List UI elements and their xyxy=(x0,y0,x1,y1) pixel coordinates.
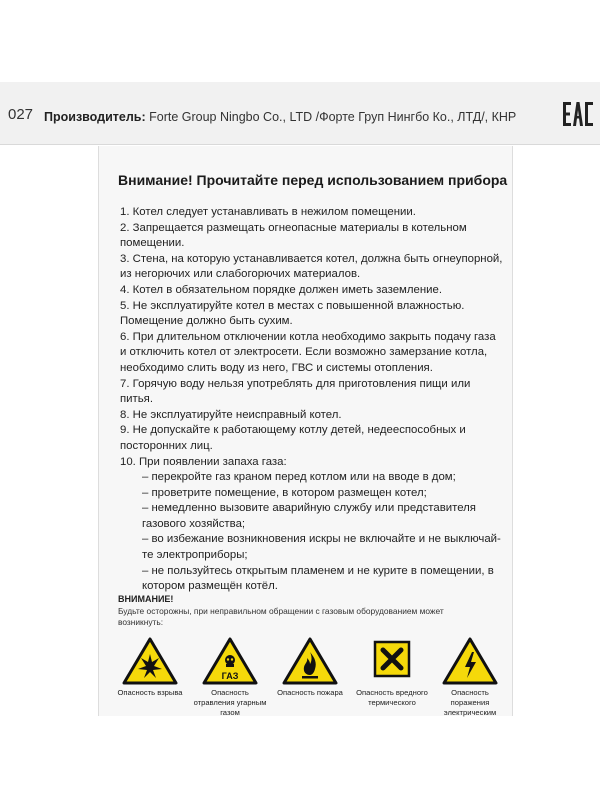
hazard-signs-row xyxy=(112,636,512,726)
harmful-sign-icon xyxy=(363,636,421,686)
sign-label-explosion: Опасность взрыва xyxy=(117,688,183,697)
rule-line: 4. Котел в обязательном порядке должен иметь заземление. xyxy=(120,283,443,296)
manufacturer-value: Forte Group Ningbo Co., LTD /Форте Груп Нингбо Ко., ЛТД/, КНР xyxy=(149,110,517,124)
rule-subitem: котором размещён котёл. xyxy=(142,580,278,593)
rule-subitem: – во избежание возникновения искры не включайте и не выключай- xyxy=(142,533,501,546)
sign-electric xyxy=(432,636,508,718)
rule-line: 6. При длительном отключении котла необходимо закрыть подачу газа xyxy=(120,330,496,343)
gas-sign-text: ГАЗ xyxy=(221,671,239,681)
rule-subitem: те электроприборы; xyxy=(142,549,248,562)
manufacturer-label: Производитель: xyxy=(44,110,146,124)
sign-label-harmful: Опасность вредного термического xyxy=(356,688,428,707)
rule-line: 5. Не эксплуатируйте котел в местах с повышенной влажностью. xyxy=(120,299,465,312)
rule-line: из негорючих или слабогорючих материалов. xyxy=(120,268,361,281)
manufacturer-line xyxy=(44,110,516,124)
warning-text: Будьте осторожны, при неправильном обращении с газовым оборудованием может возникнуть: xyxy=(118,606,444,627)
explosion-sign-icon xyxy=(121,636,179,686)
rule-line: необходимо слить воду из него, ГВС и системы отопления. xyxy=(120,361,433,374)
safety-rules-list xyxy=(120,205,505,595)
rule-line: Помещение должно быть сухим. xyxy=(120,315,293,328)
rule-line: 10. При появлении запаха газа: xyxy=(120,455,287,468)
rule-line: и отключить котел от электросети. Если возможно замерзание котла, xyxy=(120,346,488,359)
sign-label-fire: Опасность пожара xyxy=(277,688,343,697)
eac-mark-icon xyxy=(562,98,594,135)
sign-explosion xyxy=(112,636,188,698)
rule-subitem: газового хозяйства; xyxy=(142,517,246,530)
sign-harmful xyxy=(354,636,430,708)
rule-line: 2. Запрещается размещать огнеопасные материалы в котельном xyxy=(120,221,467,234)
rule-line: 3. Стена, на которую устанавливается котел, должна быть огнеупорной, xyxy=(120,252,503,265)
electric-sign-icon xyxy=(441,636,499,686)
rule-line: помещении. xyxy=(120,237,185,250)
rule-subitem: – немедленно вызовите аварийную службу или представителя xyxy=(142,502,476,515)
warning-title: ВНИМАНИЕ! xyxy=(118,594,174,604)
sign-gas xyxy=(192,636,268,718)
rule-line: 1. Котел следует устанавливать в нежилом помещении. xyxy=(120,206,416,218)
document-title: Внимание! Прочитайте перед использованием прибора xyxy=(118,172,508,188)
rule-line: 9. Не допускайте к работающему котлу детей, недееспособных и xyxy=(120,424,466,437)
gas-sign-icon xyxy=(201,636,259,686)
rule-subitem: – перекройте газ краном перед котлом или на вводе в дом; xyxy=(142,471,456,484)
rule-line: посторонних лиц. xyxy=(120,439,213,452)
fire-sign-icon xyxy=(281,636,339,686)
item-code: 027 xyxy=(8,106,34,123)
rule-subitem: – проветрите помещение, в котором размещен котел; xyxy=(142,486,427,499)
rule-line: 8. Не эксплуатируйте неисправный котел. xyxy=(120,408,342,421)
rule-subitem: – не пользуйтесь открытым пламенем и не курите в помещении, в xyxy=(142,564,494,577)
rule-line: 7. Горячую воду нельзя употреблять для приготовления пищи или питья. xyxy=(120,377,471,406)
sign-label-electric: Опасность поражения электрическим xyxy=(443,688,497,717)
sign-fire xyxy=(272,636,348,698)
sign-label-gas: Опасность отравления угарным газом xyxy=(193,688,267,717)
